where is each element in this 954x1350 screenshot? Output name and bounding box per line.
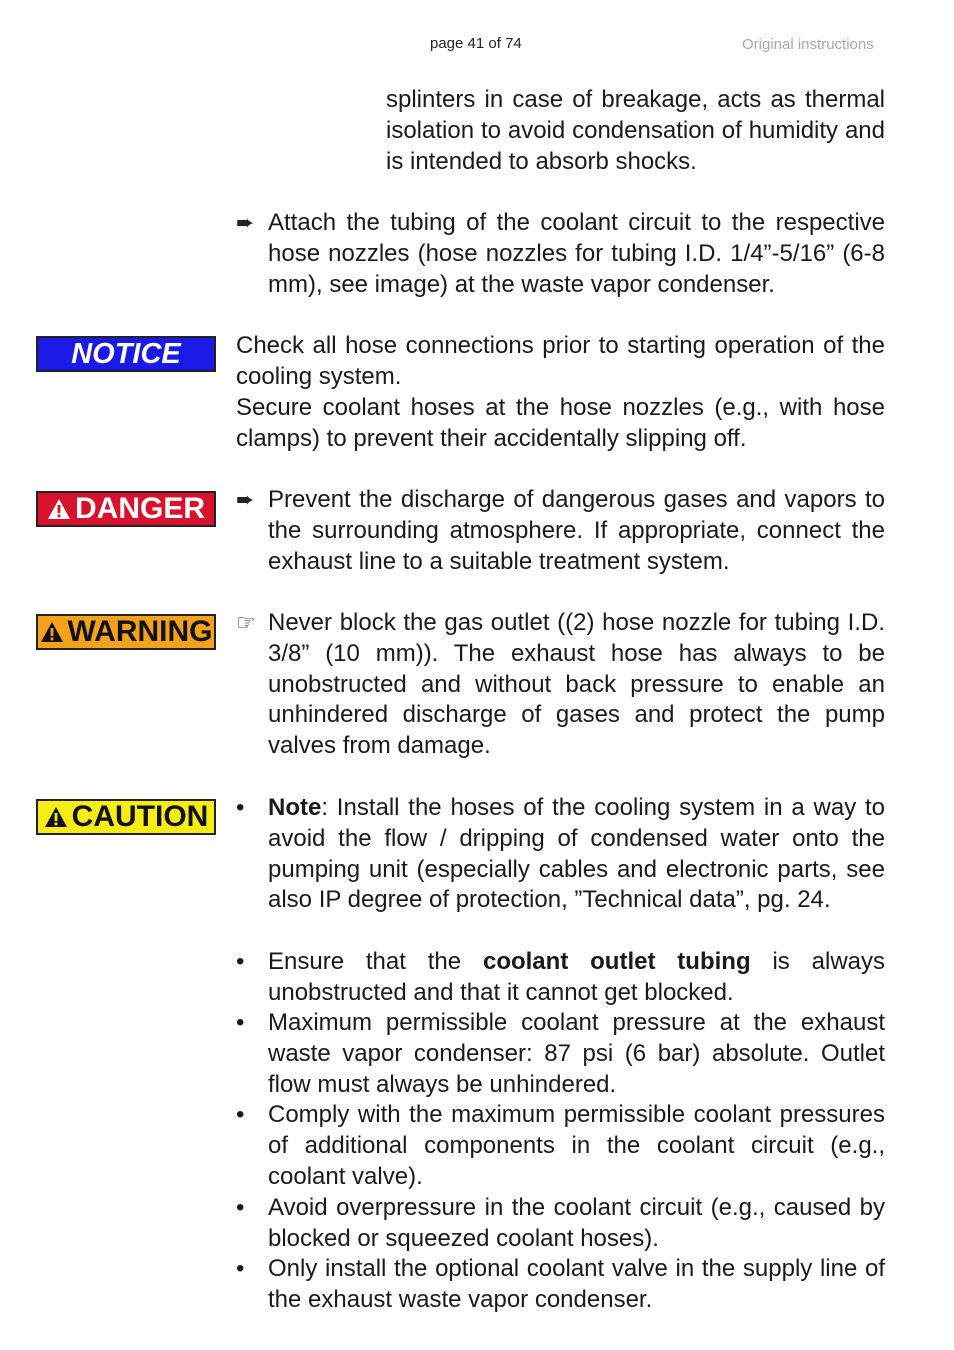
bullet-icon: • bbox=[236, 1009, 245, 1036]
warning-text: Never block the gas outlet ((2) hose nozzle for tubing I.D. 3/8” (10 mm)). The exhaust hose has always to be unobstructed and without back pressure to enable an unhindered discharge of gases and protect the pump valves from damage. bbox=[268, 609, 885, 760]
page-number: page 41 of 74 bbox=[430, 35, 522, 52]
notice-text-2: Secure coolant hoses at the hose nozzles (e.g., with hose clamps) to prevent their accidentally slipping off. bbox=[236, 394, 885, 452]
danger-label: DANGER bbox=[74, 492, 205, 525]
ensure-text-post: is always unobstructed and that it cannot get blocked. bbox=[268, 948, 886, 1006]
bullet-icon: • bbox=[236, 1194, 245, 1221]
caution-bullet: Comply with the maximum permissible coolant pressures of additional components in the coolant circuit (e.g., coolant valve). bbox=[268, 1101, 885, 1190]
note-text: : Install the hoses of the cooling system in a way to avoid the flow / dripping of condensed water onto the pumping unit (especially cables and electronic parts, see also IP degree of protection, ”Technical data”, pg. 24. bbox=[268, 794, 885, 914]
bullet-icon: • bbox=[236, 948, 245, 975]
caution-bullet: Avoid overpressure in the coolant circuit (e.g., caused by blocked or squeezed coolant hoses). bbox=[268, 1194, 885, 1252]
caution-bullet: Maximum permissible coolant pressure at the exhaust waste vapor condenser: 87 psi (6 bar) absolute. Outlet flow must always be unhindered. bbox=[268, 1009, 885, 1098]
danger-text: Prevent the discharge of dangerous gases and vapors to the surrounding atmosphere. If appropriate, connect the exhaust line to a suitable treatment system. bbox=[268, 486, 885, 575]
warning-triangle-icon bbox=[44, 806, 68, 828]
danger-badge bbox=[36, 491, 216, 527]
arrow-right-icon: ➨ bbox=[236, 487, 255, 512]
warning-triangle-icon bbox=[40, 621, 64, 643]
notice-label: NOTICE bbox=[71, 337, 181, 370]
caution-ensure bbox=[268, 947, 885, 1009]
bullet-icon: • bbox=[236, 794, 245, 821]
step-attach-tubing: Attach the tubing of the coolant circuit to the respective hose nozzles (hose nozzles for tubing I.D. 1/4”-5/16” (6-8 mm), see image) at the waste vapor condenser. bbox=[268, 209, 885, 298]
notice-badge bbox=[36, 336, 216, 372]
ensure-text-pre: Ensure that the bbox=[268, 948, 483, 975]
warning-label: WARNING bbox=[67, 615, 213, 648]
intro-paragraph: splinters in case of breakage, acts as thermal isolation to avoid condensation of humidity and is intended to absorb shocks. bbox=[386, 86, 885, 175]
caution-bullet: Only install the optional coolant valve in the supply line of the exhaust waste vapor condenser. bbox=[268, 1255, 885, 1313]
note-label: Note bbox=[268, 794, 322, 821]
caution-label: CAUTION bbox=[71, 800, 209, 833]
caution-badge bbox=[36, 799, 216, 835]
document-type: Original instructions bbox=[742, 36, 874, 53]
bullet-icon: • bbox=[236, 1101, 245, 1128]
bullet-icon: • bbox=[236, 1255, 245, 1282]
arrow-right-icon: ➨ bbox=[236, 210, 255, 235]
pointing-hand-icon: ☞ bbox=[236, 610, 256, 635]
warning-badge bbox=[36, 614, 216, 650]
notice-text-1: Check all hose connections prior to starting operation of the cooling system. bbox=[236, 332, 885, 390]
warning-triangle-icon bbox=[47, 498, 71, 520]
caution-note bbox=[268, 793, 885, 916]
ensure-text-bold: coolant outlet tubing bbox=[482, 948, 751, 975]
